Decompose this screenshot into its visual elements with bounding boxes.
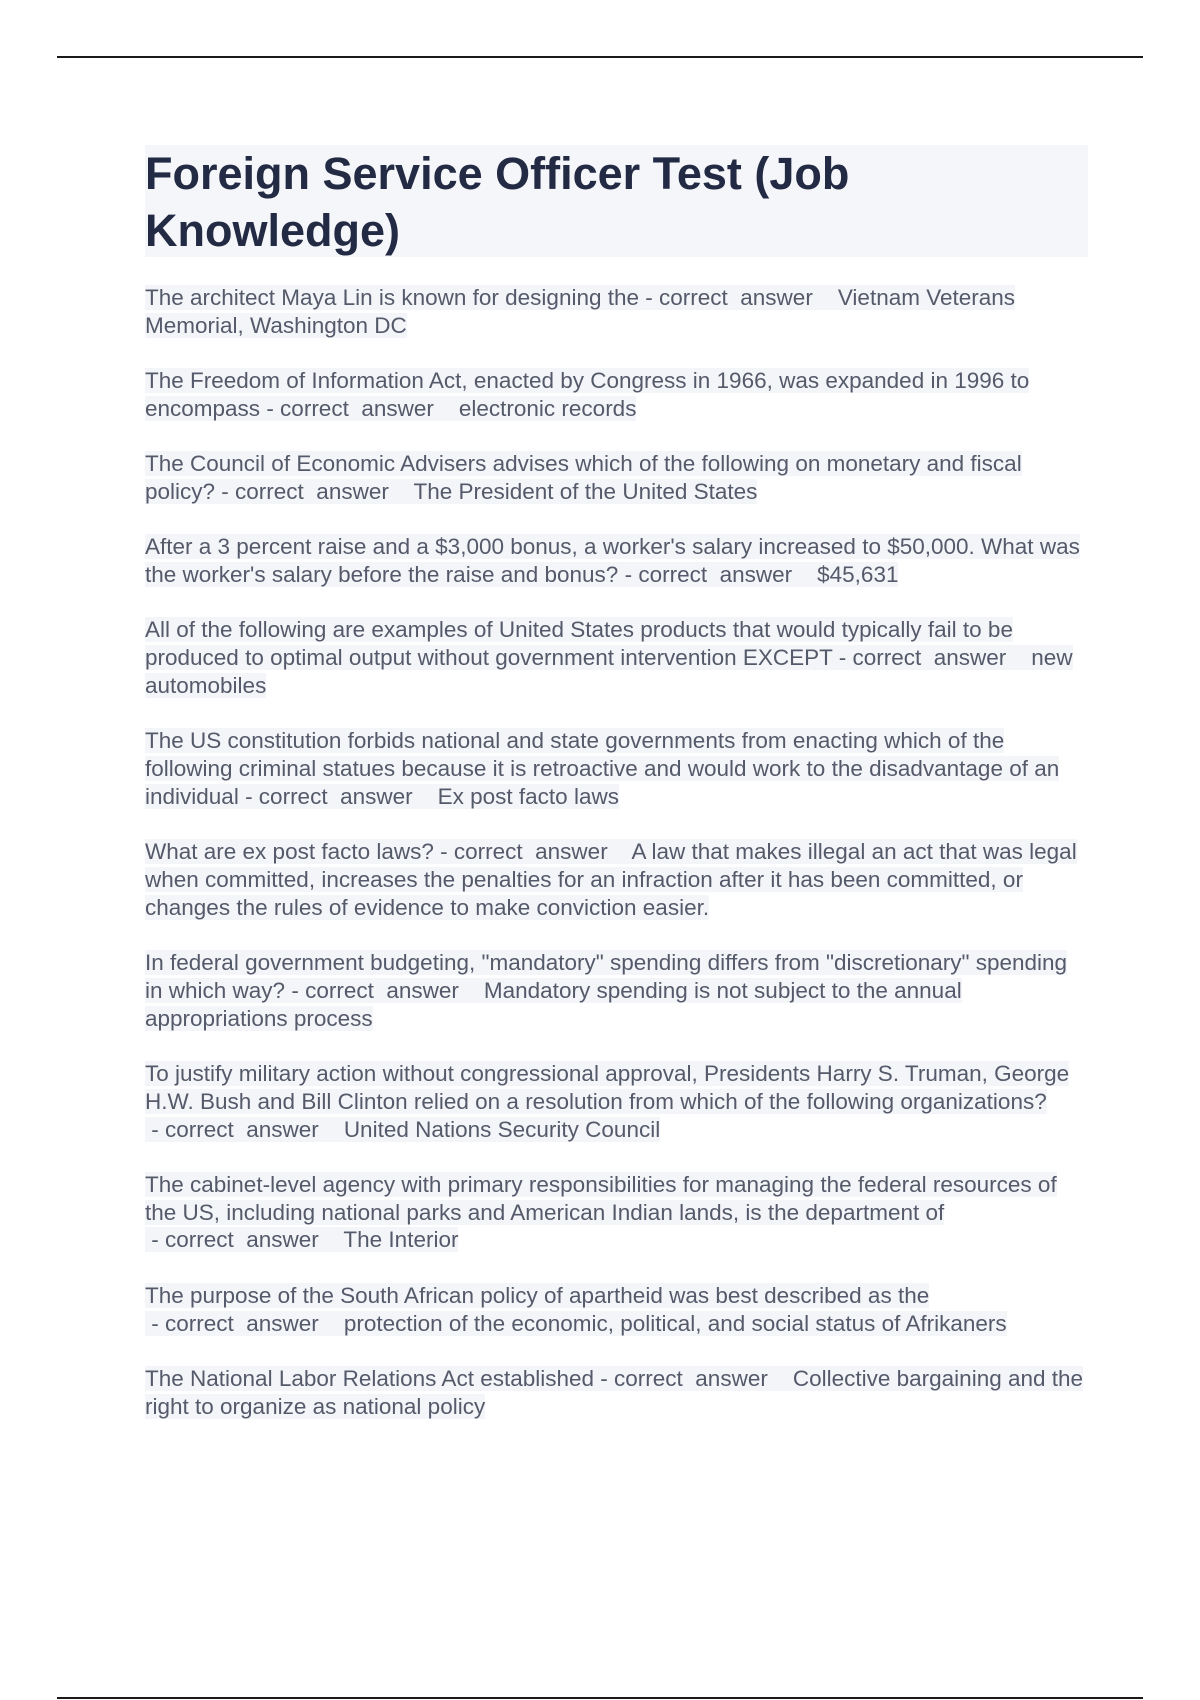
qa-item bbox=[145, 367, 1090, 423]
answer-text: protection of the economic, political, and social status of Afrikaners bbox=[343, 1310, 1007, 1336]
question-text: The US constitution forbids national and state governments from enacting which of the following criminal statues because it is retroactive and would work to the disadvantage of an individual bbox=[145, 728, 1060, 809]
qa-item bbox=[145, 533, 1090, 589]
correct-answer-label: - correct answer bbox=[145, 1227, 344, 1253]
qa-item bbox=[145, 1282, 1090, 1338]
answer-text: Collective bargaining and the right to organize as national policy bbox=[145, 1365, 1084, 1419]
answer-text: United Nations Security Council bbox=[343, 1116, 661, 1142]
question-text: What are ex post facto laws? bbox=[145, 839, 434, 865]
header-rule bbox=[57, 56, 1143, 58]
qa-item bbox=[145, 1365, 1090, 1421]
correct-answer-label: - correct answer bbox=[594, 1365, 793, 1391]
correct-answer-label: - correct answer bbox=[832, 645, 1032, 671]
qa-item bbox=[145, 838, 1090, 921]
answer-text: Vietnam Veterans Memorial, Washington DC bbox=[145, 285, 1016, 338]
answer-text: The President of the United States bbox=[413, 478, 758, 504]
question-text: The architect Maya Lin is known for designing the bbox=[145, 285, 640, 310]
page-title: Foreign Service Officer Test (Job Knowledge) bbox=[145, 145, 1088, 257]
answer-text: Ex post facto laws bbox=[437, 783, 619, 809]
qa-item bbox=[145, 1171, 1090, 1254]
qa-item bbox=[145, 284, 1090, 340]
correct-answer-label: - correct answer bbox=[145, 1310, 344, 1336]
qa-item bbox=[145, 450, 1090, 506]
question-text: The Council of Economic Advisers advises which of the following on monetary and fiscal policy? bbox=[145, 451, 1022, 504]
answer-text: $45,631 bbox=[817, 562, 899, 588]
correct-answer-label: - correct answer bbox=[260, 395, 459, 421]
question-text: All of the following are examples of United States products that would typically fail to be produced to optimal output without government intervention EXCEPT bbox=[145, 617, 1013, 671]
answer-text: A law that makes illegal an act that was legal when committed, increases the penalties for an infraction after it has been committed, or changes the rules of evidence to make conviction easier. bbox=[145, 839, 1077, 920]
answer-text: new automobiles bbox=[145, 645, 1073, 698]
answer-text: Mandatory spending is not subject to the annual appropriations process bbox=[145, 977, 962, 1031]
qa-list bbox=[145, 284, 1090, 1448]
question-text: The purpose of the South African policy of apartheid was best described as the bbox=[145, 1282, 930, 1308]
correct-answer-label: - correct answer bbox=[238, 783, 438, 809]
question-text: The cabinet-level agency with primary responsibilities for managing the federal resources of the US, including national parks and American Indian lands, is the department of bbox=[145, 1171, 1057, 1225]
correct-answer-label: - correct answer bbox=[433, 839, 632, 865]
correct-answer-label: - correct answer bbox=[618, 562, 818, 588]
correct-answer-label: - correct answer bbox=[639, 285, 838, 310]
qa-item bbox=[145, 727, 1090, 810]
question-text: The National Labor Relations Act established bbox=[145, 1365, 595, 1391]
question-text: After a 3 percent raise and a $3,000 bonus, a worker's salary increased to $50,000. What was the worker's salary before the raise and bonus? bbox=[145, 534, 1080, 588]
correct-answer-label: - correct answer bbox=[215, 478, 414, 504]
correct-answer-label: - correct answer bbox=[145, 1116, 344, 1142]
qa-item bbox=[145, 1060, 1090, 1143]
question-text: The Freedom of Information Act, enacted by Congress in 1966, was expanded in 1996 to encompass bbox=[145, 368, 1030, 421]
qa-item bbox=[145, 616, 1090, 699]
footer-rule bbox=[57, 1697, 1143, 1699]
answer-text: The Interior bbox=[343, 1227, 459, 1253]
correct-answer-label: - correct answer bbox=[285, 977, 484, 1003]
question-text: In federal government budgeting, "mandatory" spending differs from "discretionary" spending in which way? bbox=[145, 950, 1068, 1003]
qa-item bbox=[145, 949, 1090, 1032]
answer-text: electronic records bbox=[458, 395, 637, 421]
question-text: To justify military action without congressional approval, Presidents Harry S. Truman, George H.W. Bush and Bill Clinton relied on a resolution from which of the following organizations? bbox=[145, 1060, 1070, 1114]
